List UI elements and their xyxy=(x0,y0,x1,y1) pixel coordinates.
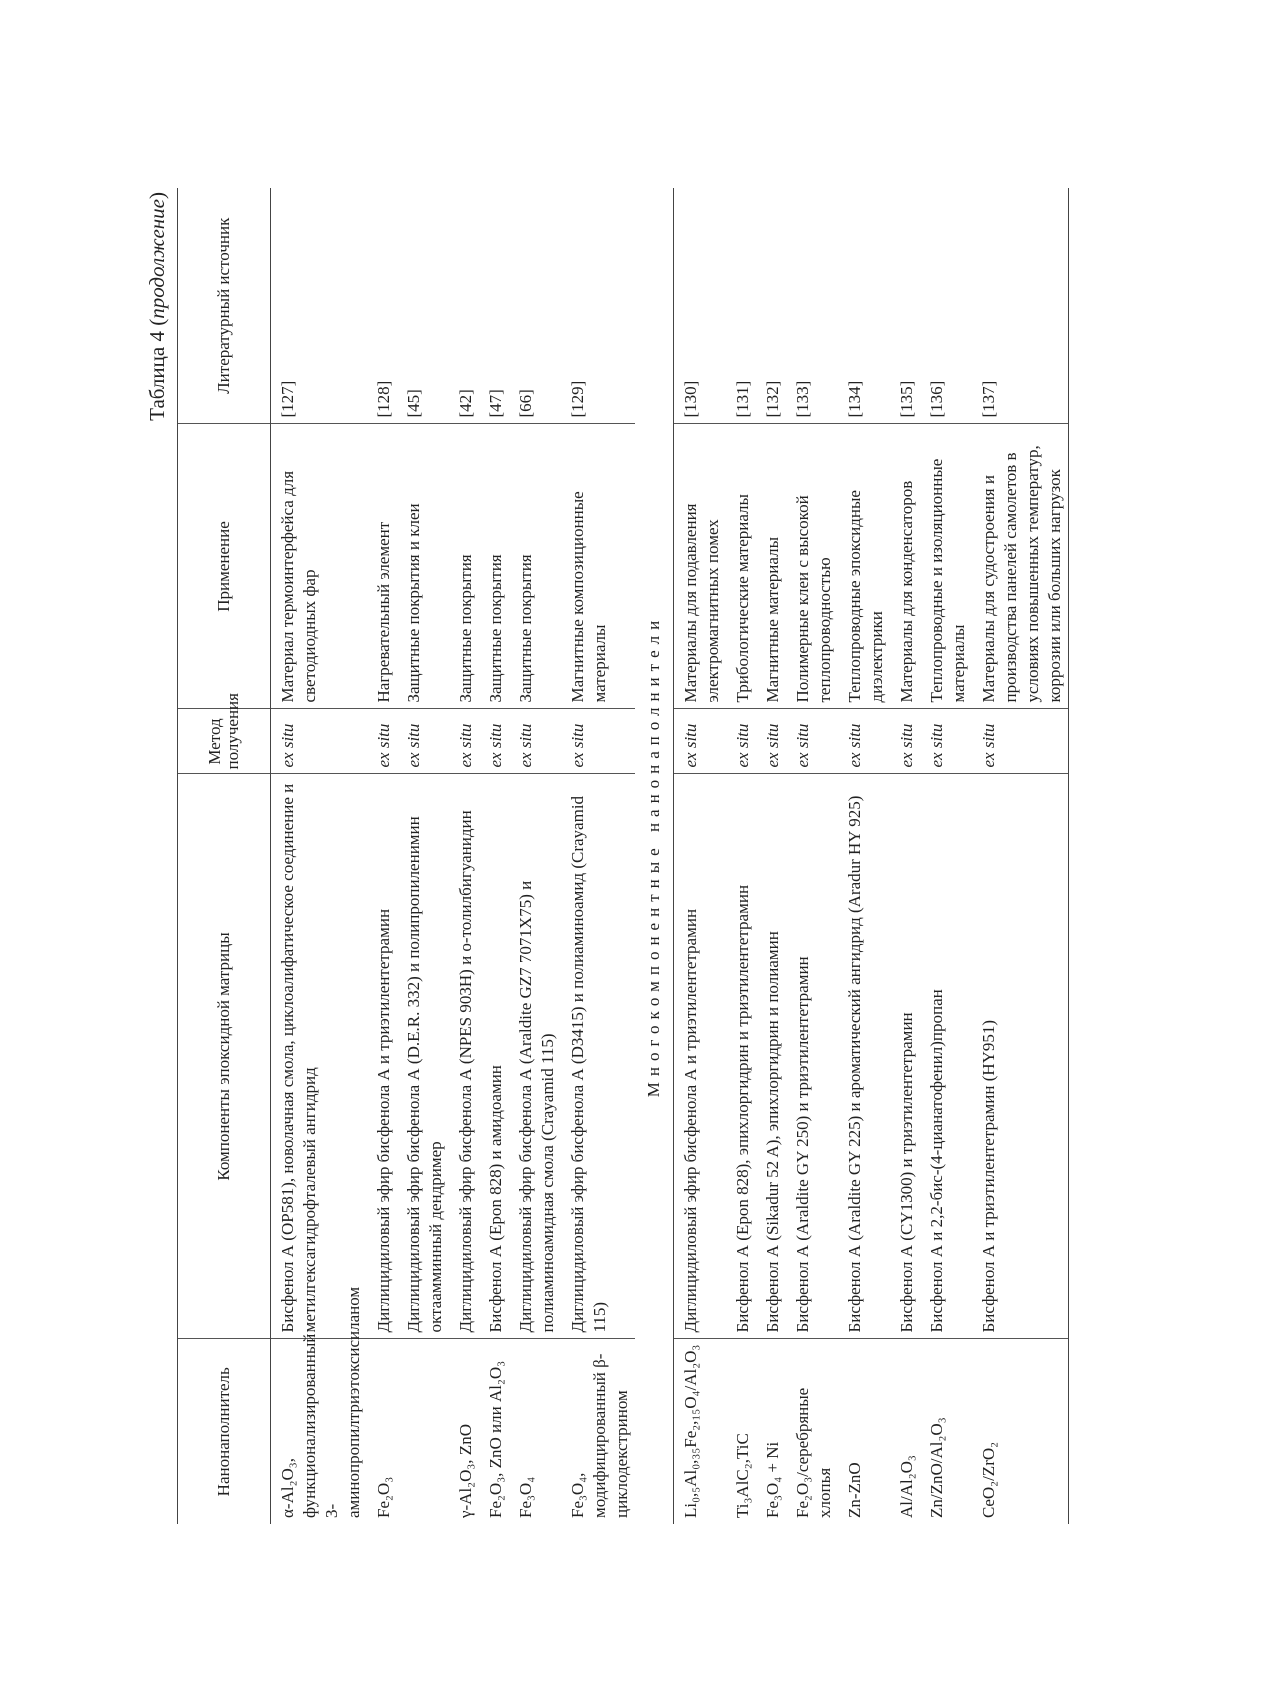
table-row xyxy=(890,188,920,1524)
table-row xyxy=(367,188,397,1524)
table-row xyxy=(838,188,890,1524)
cell-reference: [133] xyxy=(786,188,838,424)
table-caption xyxy=(137,188,177,1524)
caption-suffix: ) xyxy=(145,192,169,199)
cell-matrix: Диглицидиловый эфир бисфенола А и триэтилентетрамин xyxy=(674,774,727,1339)
table-row xyxy=(449,188,479,1524)
table-body xyxy=(271,188,1069,1524)
cell-matrix: Диглицидиловый эфир бисфенола А (D3415) и полиаминоамид (Crayamid 115) xyxy=(561,774,635,1339)
cell-filler xyxy=(397,1339,449,1524)
cell-application: Материалы для судостроения и производства панелей самолетов в условиях повышенных температур, коррозии или больших нагрузок xyxy=(972,424,1069,709)
cell-matrix: Диглицидиловый эфир бисфенола А (Araldite GZ7 7071X75) и полиаминоамидная смола (Crayamid 115) xyxy=(509,774,561,1339)
cell-matrix: Бисфенол А (Sikadur 52 A), эпихлоргидрин и полиамин xyxy=(756,774,786,1339)
table-row xyxy=(972,188,1069,1524)
cell-filler: α-Al₂O₃, функционализированный 3-аминопропилтриэтоксисиланом xyxy=(278,1286,363,1518)
cell-application: Магнитные композиционные материалы xyxy=(561,424,635,709)
table-row xyxy=(561,188,635,1524)
cell-application: Теплопроводные эпоксидные диэлектрики xyxy=(838,424,890,709)
header-matrix: Компоненты эпоксидной матрицы xyxy=(178,774,271,1339)
cell-matrix: Бисфенол А (Epon 828) и амидоамин xyxy=(479,774,509,1339)
table-row xyxy=(479,188,509,1524)
cell-method: ex situ xyxy=(726,709,756,774)
cell-matrix: Диглицидиловый эфир бисфенола А и триэтилентетрамин xyxy=(367,774,397,1339)
cell-method: ex situ xyxy=(449,709,479,774)
cell-application: Защитные покрытия xyxy=(449,424,479,709)
cell-method: ex situ xyxy=(838,709,890,774)
cell-reference: [130] xyxy=(674,188,727,424)
cell-method: ex situ xyxy=(479,709,509,774)
cell-method: ex situ xyxy=(972,709,1069,774)
cell-application: Защитные покрытия xyxy=(479,424,509,709)
cell-method: ex situ xyxy=(674,709,727,774)
cell-reference: [127] xyxy=(271,188,368,424)
cell-filler: Fe₃O₄, модифицированный β-циклодекстрином xyxy=(568,1353,631,1518)
data-table xyxy=(177,188,1069,1524)
cell-filler: Fe₂O₃ xyxy=(374,1476,393,1518)
cell-filler: γ-Al₂O₃, ZnO xyxy=(456,1424,475,1518)
cell-application: Защитные покрытия и клеи xyxy=(397,424,449,709)
cell-application: Теплопроводные и изоляционные материалы xyxy=(920,424,972,709)
table-row xyxy=(397,188,449,1524)
cell-application: Материал термоинтерфейса для светодиодных фар xyxy=(271,424,368,709)
cell-filler: Ti₃AlC₂,TiC xyxy=(733,1433,752,1518)
header-reference: Литературный источник xyxy=(178,188,271,424)
table-row xyxy=(674,188,727,1524)
section-row xyxy=(635,188,674,1524)
cell-application: Защитные покрытия xyxy=(509,424,561,709)
cell-method: ex situ xyxy=(890,709,920,774)
cell-application: Нагревательный элемент xyxy=(367,424,397,709)
cell-filler: Fe₂O₃/серебряные хлопья xyxy=(793,1387,834,1518)
cell-filler: Fe₃O₄ xyxy=(516,1476,535,1518)
cell-method: ex situ xyxy=(756,709,786,774)
cell-method: ex situ xyxy=(367,709,397,774)
cell-filler: CeO₂/ZrO₂ xyxy=(972,1339,1069,1524)
cell-filler: Fe₂O₃, ZnO или Al₂O₃ xyxy=(486,1360,505,1518)
table-row xyxy=(509,188,561,1524)
cell-method: ex situ xyxy=(786,709,838,774)
cell-reference: [129] xyxy=(561,188,635,424)
cell-matrix: Диглицидиловый эфир бисфенола А (NPES 903H) и о-толилбигуанидин xyxy=(449,774,479,1339)
cell-matrix: Бисфенол А (Araldite GY 250) и триэтилентетрамин xyxy=(786,774,838,1339)
cell-method: ex situ xyxy=(920,709,972,774)
cell-application: Материалы для подавления электромагнитных помех xyxy=(674,424,727,709)
table-row xyxy=(786,188,838,1524)
cell-filler: Fe₃O₄ + Ni xyxy=(763,1441,782,1518)
cell-method: ex situ xyxy=(561,709,635,774)
table-row xyxy=(726,188,756,1524)
rotated-page xyxy=(137,188,1137,1524)
header-row xyxy=(178,188,271,1524)
cell-reference: [42] xyxy=(449,188,479,424)
cell-matrix: Бисфенол А (Araldite GY 225) и ароматический ангидрид (Aradur HY 925) xyxy=(838,774,890,1339)
table-row xyxy=(756,188,786,1524)
cell-filler: Al/Al₂O₃ xyxy=(897,1455,916,1518)
cell-application: Материалы для конденсаторов xyxy=(890,424,920,709)
table-row xyxy=(920,188,972,1524)
cell-application: Трибологические материалы xyxy=(726,424,756,709)
cell-reference: [132] xyxy=(756,188,786,424)
cell-reference: [131] xyxy=(726,188,756,424)
cell-application: Магнитные материалы xyxy=(756,424,786,709)
cell-method: ex situ xyxy=(397,709,449,774)
header-application: Применение xyxy=(178,424,271,709)
header-method: Метод получения xyxy=(178,709,271,774)
caption-prefix: Таблица 4 ( xyxy=(145,318,169,421)
cell-matrix: Бисфенол А (OP581), новолачная смола, циклоалифатическое соединение и метилгексагидрофталевый ангидрид xyxy=(271,774,368,1339)
cell-method: ex situ xyxy=(509,709,561,774)
cell-reference: [128] xyxy=(367,188,397,424)
header-filler: Нанонаполнитель xyxy=(178,1339,271,1524)
cell-filler: Li₀,₅Al₀,₃₅Fe₂,₁₅O₄/Al₂O₃ xyxy=(674,1339,727,1524)
cell-reference: [135] xyxy=(890,188,920,424)
caption-italic: продолжение xyxy=(145,199,169,319)
cell-reference: [47] xyxy=(479,188,509,424)
section-title: Многокомпонентные нанонаполнители xyxy=(644,614,663,1098)
cell-reference: [136] xyxy=(920,188,972,424)
cell-method: ex situ xyxy=(271,709,368,774)
cell-filler: Zn/ZnO/Al₂O₃ xyxy=(927,1417,946,1518)
cell-filler: Zn-ZnO xyxy=(845,1462,864,1518)
cell-matrix: Бисфенол А и триэтилентетрамин (HY951) xyxy=(972,774,1069,1339)
cell-application: Полимерные клеи с высокой теплопроводностью xyxy=(786,424,838,709)
cell-reference: [45] xyxy=(397,188,449,424)
cell-matrix: Диглицидиловый эфир бисфенола А (D.E.R. 332) и полипропиленимин октаамминный дендример xyxy=(397,774,449,1339)
cell-reference: [66] xyxy=(509,188,561,424)
cell-matrix: Бисфенол А (Epon 828), эпихлоргидрин и триэтилентетрамин xyxy=(726,774,756,1339)
cell-reference: [134] xyxy=(838,188,890,424)
cell-matrix: Бисфенол А и 2,2-бис-(4-цианатофенил)пропан xyxy=(920,774,972,1339)
cell-reference: [137] xyxy=(972,188,1069,424)
cell-matrix: Бисфенол А (CY1300) и триэтилентетрамин xyxy=(890,774,920,1339)
table-row xyxy=(271,188,368,1524)
